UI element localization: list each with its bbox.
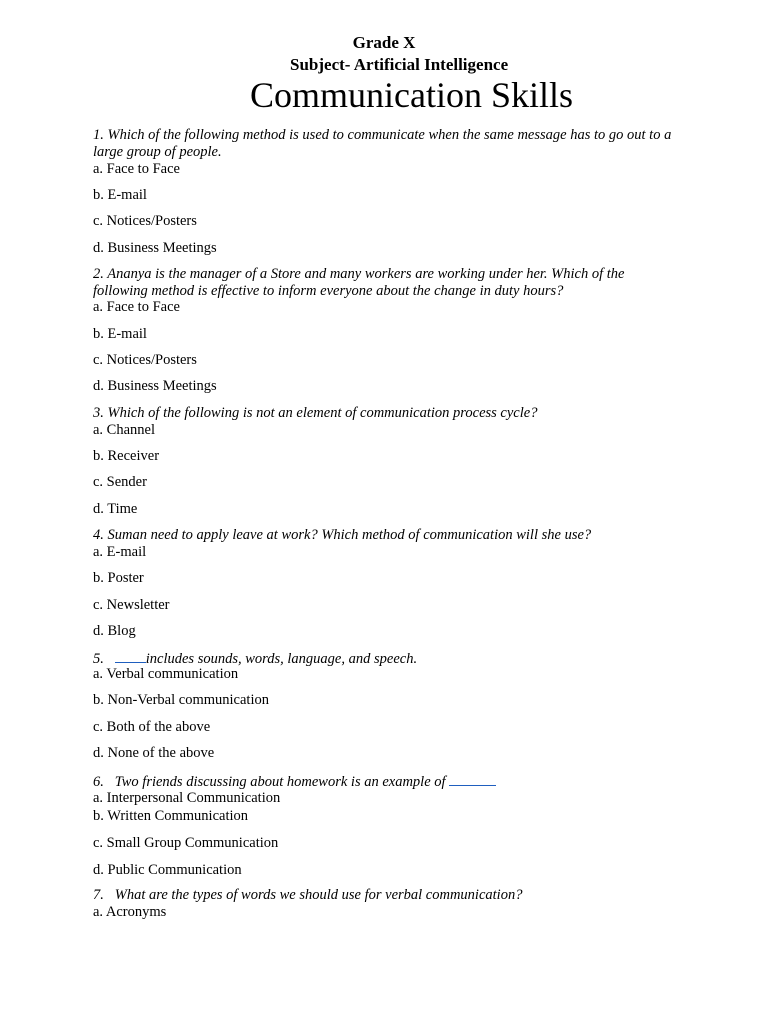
q4-option-c: c. Newsletter: [93, 597, 170, 613]
q6-option-a: a. Interpersonal Communication: [93, 790, 281, 806]
q2-option-a: a. Face to Face: [93, 299, 180, 315]
q3-option-c: c. Sender: [93, 474, 147, 490]
q2-option-c: c. Notices/Posters: [93, 352, 197, 368]
q5-option-a: a. Verbal communication: [93, 666, 239, 682]
question-3: 3. Which of the following is not an element of communication process cycle?: [93, 405, 538, 421]
question-5-number: 5.: [93, 651, 104, 667]
q3-option-b: b. Receiver: [93, 448, 160, 464]
q4-option-b: b. Poster: [93, 570, 144, 586]
question-4: 4. Suman need to apply leave at work? Which method of communication will she use?: [93, 527, 592, 543]
question-5-text: includes sounds, words, language, and speech.: [145, 651, 418, 667]
q1-option-a: a. Face to Face: [93, 161, 180, 177]
answer-blank: [115, 649, 146, 663]
subject-heading: Subject- Artificial Intelligence: [290, 55, 509, 74]
q1-option-c: c. Notices/Posters: [93, 213, 197, 229]
q3-option-a: a. Channel: [93, 422, 156, 438]
q6-option-d: d. Public Communication: [93, 862, 242, 878]
q2-option-d: d. Business Meetings: [93, 378, 217, 394]
q1-option-b: b. E-mail: [93, 187, 147, 203]
q2-option-b: b. E-mail: [93, 326, 147, 342]
question-2: 2. Ananya is the manager of a Store and many workers are working under her. Which of the following method is effective to inform everyone about the change in duty hours?: [93, 266, 625, 299]
question-7-number: 7.: [93, 887, 104, 903]
q1-option-d: d. Business Meetings: [93, 240, 217, 256]
question-6: [93, 772, 673, 791]
q6-option-c: c. Small Group Communication: [93, 835, 279, 851]
answer-blank: [449, 772, 496, 786]
q7-option-a: a. Acronyms: [93, 904, 167, 920]
question-7: [93, 887, 673, 904]
q4-option-d: d. Blog: [93, 623, 136, 639]
question-6-number: 6.: [93, 774, 104, 790]
q3-option-d: d. Time: [93, 501, 138, 517]
q6-option-b: b. Written Communication: [93, 808, 249, 824]
question-7-text: What are the types of words we should use for verbal communication?: [114, 887, 523, 903]
question-6-text: Two friends discussing about homework is an example of: [114, 774, 446, 790]
q4-option-a: a. E-mail: [93, 544, 147, 560]
q5-option-d: d. None of the above: [93, 745, 215, 761]
page-title: Communication Skills: [250, 75, 574, 115]
grade-heading: Grade X: [352, 33, 416, 52]
question-1: 1. Which of the following method is used to communicate when the same message has to go out to a large group of people.: [93, 127, 672, 160]
q5-option-b: b. Non-Verbal communication: [93, 692, 269, 708]
q5-option-c: c. Both of the above: [93, 719, 211, 735]
